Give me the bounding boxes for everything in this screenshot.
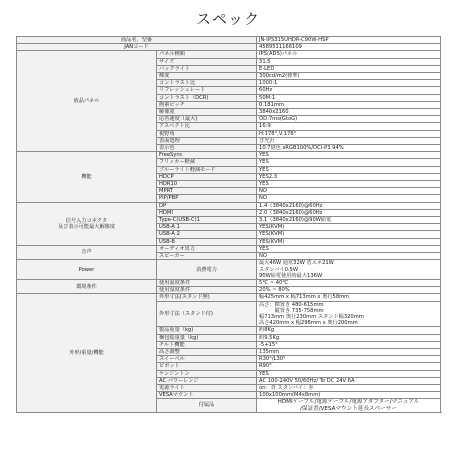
spec-value [257, 260, 441, 280]
spec-value: 50M:1 [257, 94, 441, 101]
spec-category: 外形/重量/機能 [17, 294, 157, 412]
spec-value: 1000:1 [257, 80, 441, 87]
spec-label: リフレッシュレート [157, 87, 257, 94]
table-row [17, 294, 441, 301]
spec-label: 画素ピッチ [157, 101, 257, 108]
spec-label: サイズ [157, 58, 257, 65]
spec-label: FreeSync [157, 152, 257, 159]
spec-category: Power [17, 260, 157, 280]
spec-label: 表示色 [157, 145, 257, 152]
spec-value: NO [257, 188, 441, 195]
spec-category: 音声 [17, 245, 157, 259]
spec-value: 0.181mm [257, 101, 441, 108]
spec-value [257, 399, 441, 412]
spec-value: YES [257, 181, 441, 188]
spec-label: チルト機能 [157, 341, 257, 348]
spec-value: 31.5 [257, 58, 441, 65]
spec-label: 梱包総重量（kg) [157, 334, 257, 341]
spec-value: 幅425mm x 幅713mm x 奥行58mm [257, 294, 441, 301]
spec-value: YES [257, 245, 441, 252]
spec-label: スイーベル [157, 356, 257, 363]
table-row [17, 152, 441, 159]
spec-category: 信号入力コネクタ 及び表示可能最大解像度 [17, 202, 157, 245]
spec-value-line: /保証書/VESAマウント延長スペーサー [300, 405, 397, 412]
spec-value: 約8Kg [257, 327, 441, 334]
spec-label: 製品重量（kg) [157, 327, 257, 334]
spec-label: 応答速度（最大) [157, 116, 257, 123]
spec-label: Type-C(USB-C)1 [157, 217, 257, 224]
spec-value: 3840x2160 [257, 109, 441, 116]
table-row [17, 202, 441, 209]
table-row [17, 44, 441, 51]
spec-label: 解像度 [157, 109, 257, 116]
spec-value-line: 90W給電使用時最大136W [259, 272, 323, 279]
spec-label: USB-B [157, 238, 257, 245]
spec-value: AC 100-240V 50/60Hz/ To DC 24V 6A [257, 377, 441, 384]
spec-label: HDMI [157, 209, 257, 216]
spec-value: JN-IPS315UHDR-C90W-HSP [257, 37, 441, 44]
table-row [17, 37, 441, 44]
spec-value: 5℃ ~ 40℃ [257, 279, 441, 286]
spec-category: 液晶パネル [17, 51, 157, 152]
spec-label: 視野角 [157, 130, 257, 137]
spec-label: ピボット [157, 363, 257, 370]
spec-label: DP [157, 202, 257, 209]
spec-value-line: 高さ：横置き 480-615mm [259, 301, 324, 308]
spec-category: 環境条件 [17, 279, 157, 293]
spec-label: 表面処理 [157, 137, 257, 144]
spec-value-line: 幅713mm 奥行230mm スタンド幅320mm [259, 313, 364, 320]
spec-value: 2.0（3840x2160)@60Hz [257, 209, 441, 216]
spec-value: YES [257, 370, 441, 377]
spec-value: 16:9 [257, 123, 441, 130]
spec-table [16, 36, 441, 413]
spec-value: 300cd/m2(標準) [257, 73, 441, 80]
table-row [17, 260, 441, 280]
spec-value-line: 縦置き 735-758mm [259, 307, 324, 314]
spec-label: 使用温度条件 [157, 279, 257, 286]
spec-label: コントラスト比 [157, 80, 257, 87]
spec-value: YES(KVM) [257, 224, 441, 231]
spec-value: 10.7億色 sRGB100%/DCI-P3 94% [257, 145, 441, 152]
spec-label: スピーカー [157, 253, 257, 260]
spec-value-line: HDMIケーブル/電源ケーブル/電源アダプター/マニュアル [277, 399, 420, 406]
table-row [17, 279, 441, 286]
spec-value-line: 高さ420mm x 幅298mm x 奥行200mm [259, 320, 358, 327]
spec-label: MPRT [157, 188, 257, 195]
table-row [17, 245, 441, 252]
spec-value: YES [257, 152, 441, 159]
spec-label: USB-A 1 [157, 224, 257, 231]
spec-label: パネル種類 [157, 51, 257, 58]
spec-value: YES [257, 166, 441, 173]
spec-category: 付属品 [157, 399, 257, 412]
spec-value: E-LED [257, 65, 441, 72]
spec-value: IPS(ADS)パネル [257, 51, 441, 58]
spec-label: 高さ調整 [157, 348, 257, 355]
spec-value: NO [257, 195, 441, 202]
spec-value: H:178°,V:178° [257, 130, 441, 137]
spec-label: コントラスト（DCR) [157, 94, 257, 101]
spec-value: 1.4（3840x2160)@60Hz [257, 202, 441, 209]
spec-value: 60Hz [257, 87, 441, 94]
spec-category: 商品名、型番 [17, 37, 257, 44]
spec-label: AC パワーレンジ [157, 377, 257, 384]
spec-value-line: 最大46W 通常32W 省エネ21W [259, 260, 334, 267]
spec-label: VESAマウント [157, 392, 257, 399]
spec-label: ケンジントン [157, 370, 257, 377]
spec-label: アスペクト比 [157, 123, 257, 130]
spec-value: YES [257, 159, 441, 166]
spec-value: 約9.5Kg [257, 334, 441, 341]
spec-value: YES2.3 [257, 173, 441, 180]
spec-value: 3.1（3840x2160)@90W給電 [257, 217, 441, 224]
table-row [17, 51, 441, 58]
spec-label: PIP/PBP [157, 195, 257, 202]
spec-label: 消費電力 [157, 260, 257, 280]
spec-value: NO [257, 253, 441, 260]
spec-label: HDCP [157, 173, 257, 180]
spec-value: YES(KVM) [257, 238, 441, 245]
spec-category: JANコード [17, 44, 257, 51]
spec-value: 20% ~ 80% [257, 287, 441, 294]
spec-value: 135mm [257, 348, 441, 355]
spec-value: -5+15° [257, 341, 441, 348]
spec-label: 電源ライト [157, 384, 257, 391]
spec-label: フリッカー軽減 [157, 159, 257, 166]
spec-label: 使用湿度条件 [157, 287, 257, 294]
spec-value: 100x100mm(M4x8mm) [257, 392, 441, 399]
spec-label: USB-A 2 [157, 231, 257, 238]
spec-value [257, 301, 441, 327]
spec-label: HDR10 [157, 181, 257, 188]
spec-label: 外形寸法(スタンド無) [157, 294, 257, 301]
spec-label: 外形寸法（スタンド付) [157, 301, 257, 327]
spec-value: on：青 スタンバイ：赤 [257, 384, 441, 391]
spec-value-line: スタンバイ0.5W [259, 266, 298, 273]
spec-category: 機能 [17, 152, 157, 202]
spec-label: ブルーライト軽減モード [157, 166, 257, 173]
spec-value: R30°/L30° [257, 356, 441, 363]
spec-value: OD:7ms(GtoG) [257, 116, 441, 123]
spec-value: YES(KVM) [257, 231, 441, 238]
spec-label: オーディオ出力 [157, 245, 257, 252]
spec-label: 輝度 [157, 73, 257, 80]
spec-label: バックライト [157, 65, 257, 72]
spec-value: 4589511166109 [257, 44, 441, 51]
page-title: スペック [195, 10, 260, 28]
spec-value: R90° [257, 363, 441, 370]
spec-value: 非光沢 [257, 137, 441, 144]
